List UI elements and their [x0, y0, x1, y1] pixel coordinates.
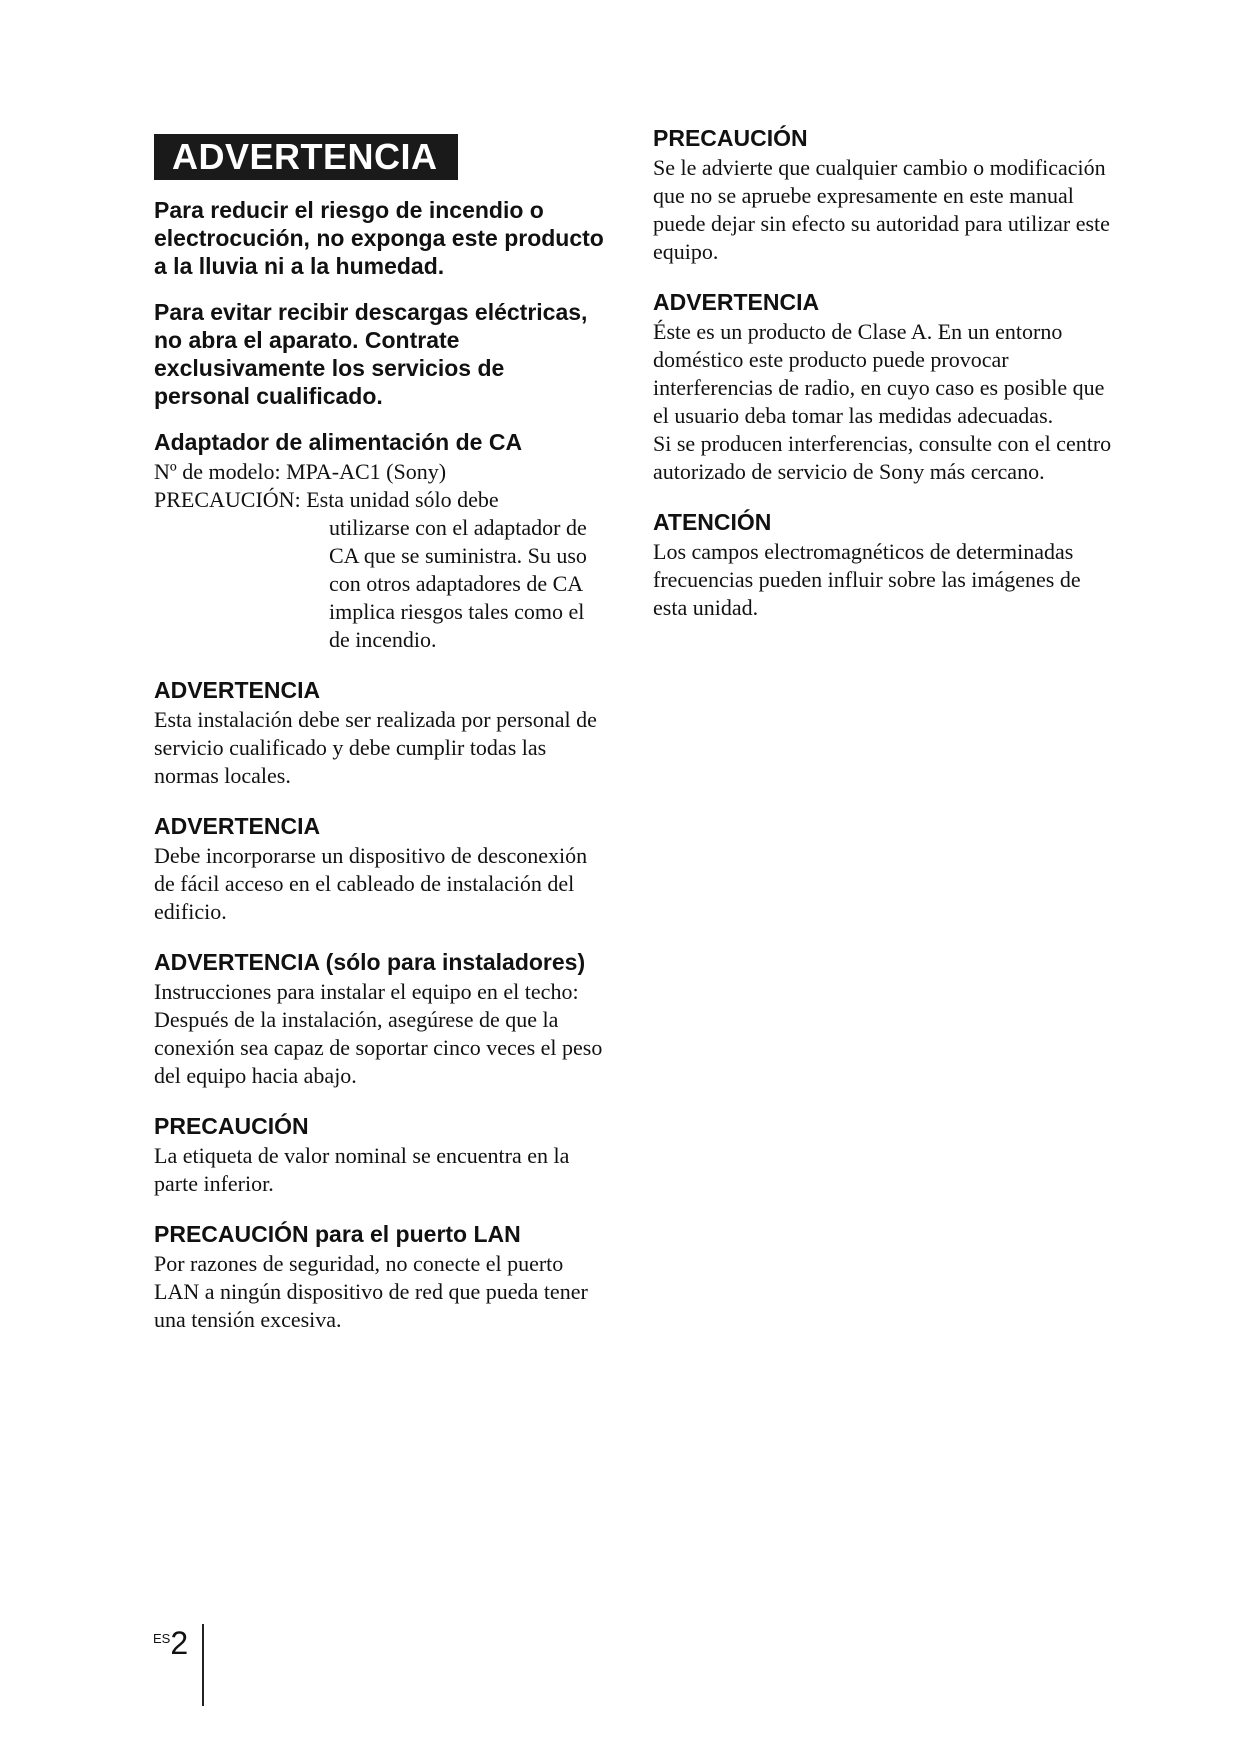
section-heading: ADVERTENCIA — [154, 813, 321, 839]
left-column — [154, 134, 604, 1356]
caution-label: PRECAUCIÓN: — [154, 487, 301, 512]
section-heading: PRECAUCIÓN — [154, 1113, 309, 1139]
section-heading: ADVERTENCIA — [653, 289, 820, 315]
section-body: Después de la instalación, asegúrese de que la conexión sea capaz de soportar cinco veces el peso del equipo hacia abajo. — [154, 1007, 603, 1088]
section-body: Debe incorporarse un dispositivo de desconexión de fácil acceso en el cableado de instalación del edificio. — [154, 843, 588, 924]
adapter-caution-row — [154, 486, 604, 514]
ac-adapter-section — [154, 428, 604, 654]
section-rating-label — [154, 1112, 604, 1198]
section-heading: ADVERTENCIA — [154, 677, 321, 703]
language-code: ES — [153, 1631, 171, 1646]
section-body: Se le advierte que cualquier cambio o modificación que no se apruebe expresamente en este manual puede dejar sin efecto su autoridad para utilizar este equipo. — [653, 155, 1110, 264]
section-disconnect-device — [154, 812, 604, 926]
section-modification-caution — [653, 124, 1113, 266]
section-body: Los campos electromagnéticos de determinadas frecuencias pueden influir sobre las imágenes de esta unidad. — [653, 539, 1081, 620]
section-heading: PRECAUCIÓN para el puerto LAN — [154, 1221, 521, 1247]
page-number — [153, 1625, 188, 1662]
section-body: Por razones de seguridad, no conecte el puerto LAN a ningún dispositivo de red que pueda tener una tensión excesiva. — [154, 1251, 588, 1332]
page-number-value: 2 — [170, 1625, 189, 1661]
section-body: La etiqueta de valor nominal se encuentra en la parte inferior. — [154, 1143, 570, 1196]
model-number: Nº de modelo: MPA-AC1 (Sony) — [154, 459, 447, 484]
caution-text-first: Esta unidad sólo debe — [306, 487, 499, 512]
warning-banner: ADVERTENCIA — [154, 134, 458, 180]
page-number-rule — [202, 1624, 204, 1706]
section-class-a — [653, 288, 1113, 486]
section-body: Si se producen interferencias, consulte con el centro autorizado de servicio de Sony más cercano. — [653, 431, 1112, 484]
warning-fire-moisture: Para reducir el riesgo de incendio o electrocución, no exponga este producto a la lluvia ni a la humedad. — [154, 197, 604, 279]
section-body: Esta instalación debe ser realizada por personal de servicio cualificado y debe cumplir todas las normas locales. — [154, 707, 597, 788]
section-installers — [154, 948, 604, 1090]
warning-electric-shock: Para evitar recibir descargas eléctricas, no abra el aparato. Contrate exclusivamente los servicios de personal cualificado. — [154, 299, 588, 409]
section-heading: ADVERTENCIA (sólo para instaladores) — [154, 949, 586, 975]
section-heading: Adaptador de alimentación de CA — [154, 429, 523, 455]
section-body: Éste es un producto de Clase A. En un entorno doméstico este producto puede provocar interferencias de radio, en cuyo caso es posible que el usuario deba tomar las medidas adecuadas. — [653, 319, 1105, 428]
section-installation — [154, 676, 604, 790]
section-electromagnetic — [653, 508, 1113, 622]
section-heading: ATENCIÓN — [653, 509, 772, 535]
right-column — [653, 124, 1113, 644]
section-heading: PRECAUCIÓN — [653, 125, 808, 151]
caution-text-rest: utilizarse con el adaptador de CA que se suministra. Su uso con otros adaptadores de CA implica riesgos tales como el de incendio. — [329, 515, 587, 652]
section-lan-port — [154, 1220, 604, 1334]
section-body: Instrucciones para instalar el equipo en el techo: — [154, 979, 579, 1004]
